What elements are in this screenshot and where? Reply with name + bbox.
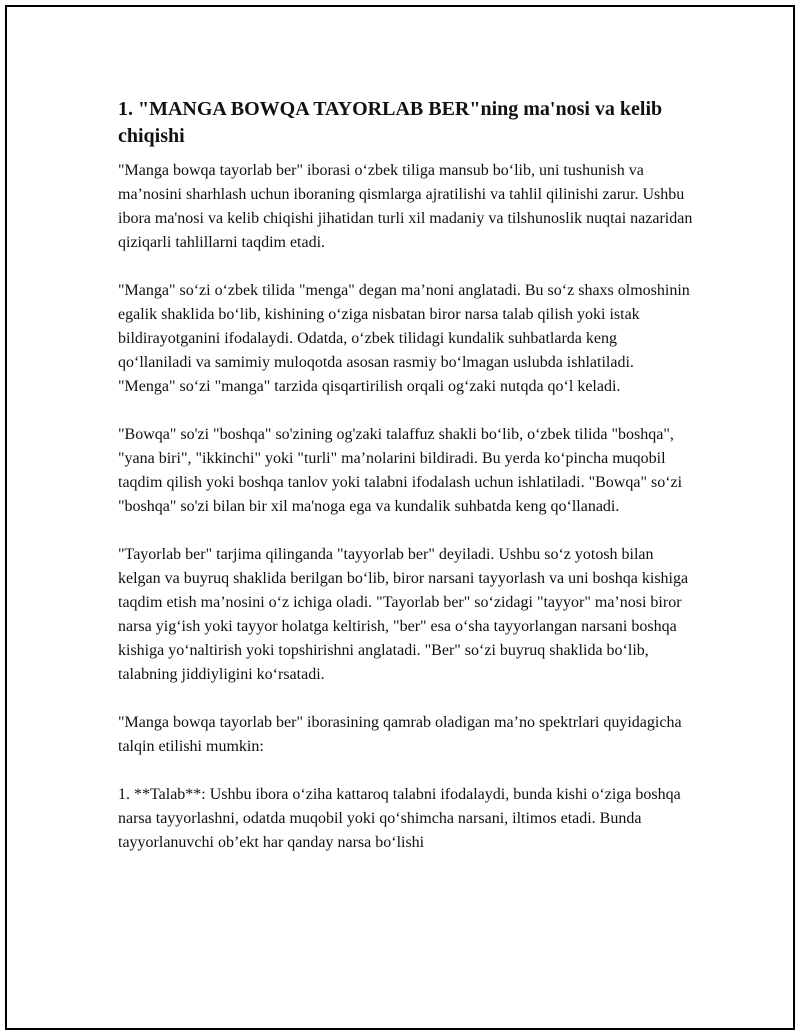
paragraph-bowqa: "Bowqa" so'zi "boshqa" so'zining og'zaki talaffuz shakli boʻlib, oʻzbek tilida "boshqa", "yana biri", "ikkinchi" yoki "turli" maʼnolarini bildiradi. Bu yerda koʻpincha muqobil taqdim qilish yoki boshqa tanlov yoki talabni ifodalash uchun ishlatiladi. "Bowqa" soʻzi "boshqa" so'zi bilan bir xil ma'noga ega va kundalik suhbatda keng qoʻllanadi. bbox=[118, 426, 683, 515]
section-heading: 1. "MANGA BOWQA TAYORLAB BER"ning ma'nosi va kelib chiqishi bbox=[118, 98, 663, 147]
paragraph-list-item-talab: 1. **Talab**: Ushbu ibora oʻziha kattaroq talabni ifodalaydi, bunda kishi oʻziga boshqa narsa tayyorlashni, odatda muqobil yoki qoʻshimcha narsani, iltimos etadi. Bunda tayyorlanuvchi obʼekt har qanday narsa boʻlishi bbox=[118, 786, 681, 851]
paragraph-intro: "Manga bowqa tayorlab ber" iborasi oʻzbek tiliga mansub boʻlib, uni tushunish va maʼnosini sharhlash uchun iboraning qismlarga ajratilishi va tahlil qilinishi zarur. Ushbu ibora ma'nosi va kelib chiqishi jihatidan turli xil madaniy va tilshunoslik nuqtai nazaridan qiziqarli tahlillarni taqdim etadi. bbox=[118, 162, 693, 251]
paragraph-meaning-spectrum: "Manga bowqa tayorlab ber" iborasining qamrab oladigan maʼno spektrlari quyidagicha talqin etilishi mumkin: bbox=[118, 714, 682, 755]
paragraph-manga: "Manga" soʻzi oʻzbek tilida "menga" degan maʼnoni anglatadi. Bu soʻz shaxs olmoshinin egalik shaklida boʻlib, kishining oʻziga nisbatan biror narsa talab qilish yoki istak bildirayotganini ifodalaydi. Odatda, oʻzbek tilidagi kundalik suhbatlarda keng qoʻllaniladi va samimiy muloqotda asosan rasmiy boʻlmagan uslubda ishlatiladi. "Menga" soʻzi "manga" tarzida qisqartirilish orqali ogʻzaki nutqda qoʻl keladi. bbox=[118, 282, 690, 395]
document-content bbox=[118, 96, 693, 879]
paragraph-tayorlab-ber: "Tayorlab ber" tarjima qilinganda "tayyorlab ber" deyiladi. Ushbu soʻz yotosh bilan kelgan va buyruq shaklida berilgan boʻlib, biror narsani tayyorlash va uni boshqa kishiga taqdim etish maʼnosini oʻz ichiga oladi. "Tayorlab ber" soʻzidagi "tayyor" maʼnosi biror narsa yigʻish yoki tayyor holatga keltirish, "ber" esa oʻsha tayyorlangan narsani boshqa kishiga yoʻnaltirish yoki topshirishni anglatadi. "Ber" soʻzi buyruq shaklida boʻlib, talabning jiddiyligini koʻrsatadi. bbox=[118, 546, 689, 683]
document-page bbox=[5, 5, 795, 1030]
